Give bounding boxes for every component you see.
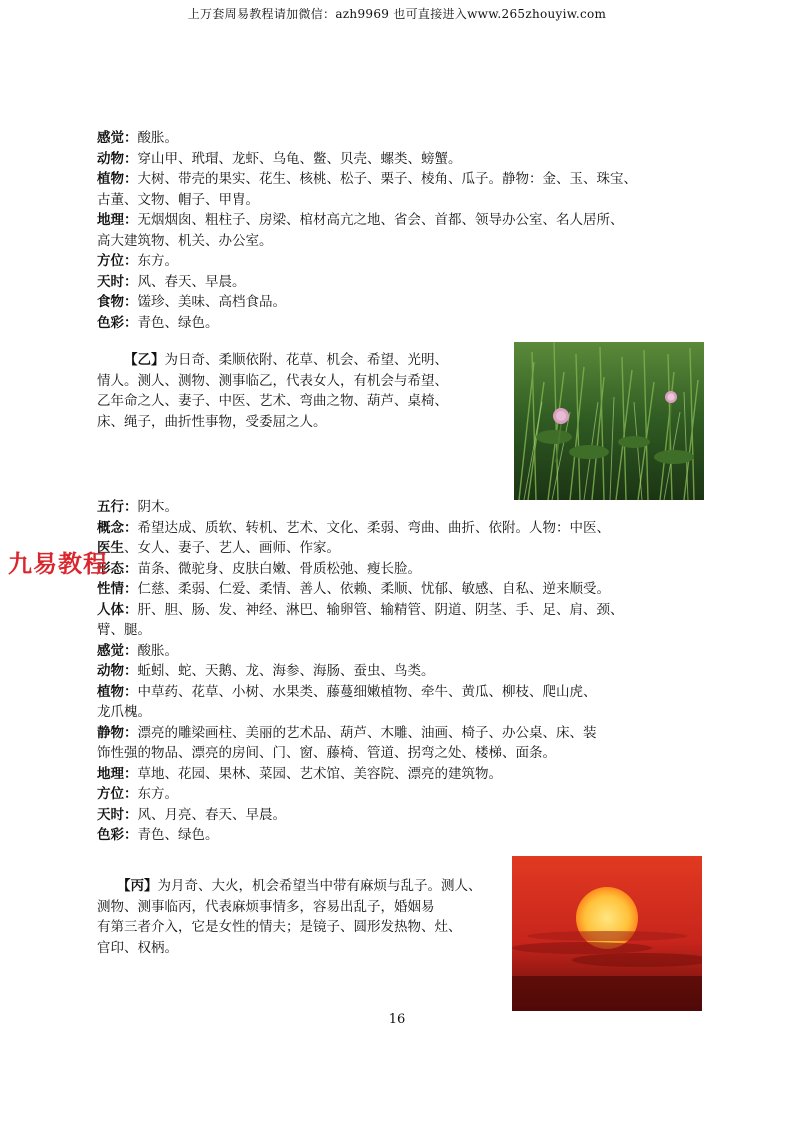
attribute-value: 馐珍、美味、高档食品。 bbox=[137, 294, 286, 310]
watermark-logo: 九易教程 bbox=[8, 550, 108, 578]
attribute-line bbox=[97, 292, 637, 313]
attribute-value: 中草药、花草、小树、水果类、藤蔓细嫩植物、牵牛、黄瓜、柳枝、爬山虎、 bbox=[137, 683, 597, 700]
attribute-line bbox=[97, 169, 637, 190]
attribute-label: 医生 bbox=[97, 540, 124, 556]
attribute-value: 无烟烟囱、粗柱子、房梁、棺材高亢之地、省会、首都、领导办公室、名人居所、 bbox=[137, 212, 624, 228]
attribute-label: 天时： bbox=[97, 806, 138, 823]
attribute-label: 方位： bbox=[97, 786, 138, 802]
attribute-value: 青色、绿色。 bbox=[137, 314, 219, 331]
attribute-line bbox=[97, 805, 624, 826]
sunset-photo bbox=[512, 856, 702, 1011]
attribute-value: 仁慈、柔弱、仁爱、柔情、善人、依赖、柔顺、忧郁、敏感、自私、逆来顺受。 bbox=[137, 581, 610, 597]
attribute-label: 地理： bbox=[97, 765, 138, 782]
attribute-line bbox=[97, 251, 637, 272]
attribute-line bbox=[97, 702, 624, 723]
attribute-line bbox=[97, 723, 624, 744]
paragraph-yi bbox=[97, 350, 512, 432]
attribute-label: 地理： bbox=[97, 212, 138, 228]
page-number: 16 bbox=[388, 1012, 406, 1027]
bing-title: 【丙】 bbox=[117, 878, 158, 894]
bing-line: 为月奇、大火，机会希望当中带有麻烦与乱子。测人、 bbox=[157, 878, 482, 894]
paragraph-bing bbox=[97, 876, 512, 958]
attribute-line bbox=[97, 190, 637, 211]
attribute-label: 动物： bbox=[97, 150, 138, 167]
attribute-value: 酸胀。 bbox=[137, 642, 178, 659]
attribute-line bbox=[97, 743, 624, 764]
attribute-value: 东方。 bbox=[137, 253, 178, 269]
attribute-value: 大树、带壳的果实、花生、核桃、松子、栗子、棱角、瓜子。静物：金、玉、珠宝、 bbox=[137, 171, 637, 187]
page-header: 上万套周易教程请加微信：azh9969 也可直接进入www.265zhouyiw.com bbox=[187, 7, 607, 21]
attribute-value: 高大建筑物、机关、办公室。 bbox=[97, 232, 273, 249]
attribute-line bbox=[97, 620, 624, 641]
attribute-line bbox=[97, 313, 637, 334]
attribute-value: 酸胀。 bbox=[137, 130, 178, 146]
attribute-line bbox=[97, 128, 637, 149]
section-yi-attributes bbox=[97, 497, 624, 846]
attribute-line bbox=[97, 272, 637, 293]
attribute-label: 形态： bbox=[97, 560, 138, 577]
attribute-line bbox=[97, 784, 624, 805]
attribute-line bbox=[97, 641, 624, 662]
attribute-value: 东方。 bbox=[137, 786, 178, 802]
attribute-label: 方位： bbox=[97, 253, 138, 269]
yi-line: 情人。测人、测物、测事临乙，代表女人，有机会与希望、 bbox=[97, 372, 448, 389]
attribute-line bbox=[97, 682, 624, 703]
attribute-label: 色彩： bbox=[97, 827, 138, 843]
attribute-label: 色彩： bbox=[97, 314, 138, 331]
attribute-value: 龙爪槐。 bbox=[97, 704, 151, 720]
attribute-line bbox=[97, 661, 624, 682]
attribute-label: 静物： bbox=[97, 724, 138, 741]
attribute-value: 漂亮的雕梁画柱、美丽的艺术品、葫芦、木雕、油画、椅子、办公桌、床、装 bbox=[137, 724, 597, 741]
yi-line: 床、绳子，曲折性事物，受委屈之人。 bbox=[97, 413, 327, 430]
attribute-line bbox=[97, 518, 624, 539]
attribute-label: 性情： bbox=[97, 581, 138, 597]
attribute-line bbox=[97, 231, 637, 252]
attribute-value: 饰性强的物品、漂亮的房间、门、窗、藤椅、管道、拐弯之处、楼梯、面条。 bbox=[97, 745, 556, 761]
attribute-line bbox=[97, 579, 624, 600]
attribute-value: 阴木。 bbox=[137, 499, 178, 515]
attribute-line bbox=[97, 764, 624, 785]
attribute-line bbox=[97, 825, 624, 846]
attribute-label: 人体： bbox=[97, 601, 138, 618]
bing-line: 测物、测事临丙，代表麻烦事情多，容易出乱子，婚姻易 bbox=[97, 898, 435, 915]
attribute-value: 古董、文物、帽子、甲胄。 bbox=[97, 191, 259, 208]
attribute-label: 植物： bbox=[97, 683, 138, 700]
attribute-label: 感觉： bbox=[97, 130, 138, 146]
bing-line: 官印、权柄。 bbox=[97, 939, 178, 956]
bing-line: 有第三者介入，它是女性的情夫；是镜子、圆形发热物、灶、 bbox=[97, 919, 462, 935]
attribute-value: 、女人、妻子、艺人、画师、作家。 bbox=[124, 540, 340, 556]
attribute-value: 青色、绿色。 bbox=[137, 827, 219, 843]
grass-clover-photo bbox=[514, 342, 704, 500]
attribute-label: 概念： bbox=[97, 519, 138, 536]
attribute-label: 天时： bbox=[97, 273, 138, 290]
attribute-line bbox=[97, 149, 637, 170]
attribute-line bbox=[97, 538, 624, 559]
yi-line: 乙年命之人、妻子、中医、艺术、弯曲之物、葫芦、桌椅、 bbox=[97, 393, 448, 409]
attribute-line bbox=[97, 497, 624, 518]
attribute-line bbox=[97, 600, 624, 621]
attribute-line bbox=[97, 559, 624, 580]
attribute-label: 感觉： bbox=[97, 642, 138, 659]
attribute-value: 风、月亮、春天、早晨。 bbox=[137, 806, 286, 823]
attribute-line bbox=[97, 210, 637, 231]
attribute-label: 五行： bbox=[97, 499, 138, 515]
attribute-value: 肝、胆、肠、发、神经、淋巴、输卵管、输精管、阴道、阴茎、手、足、肩、颈、 bbox=[137, 601, 624, 618]
attribute-label: 动物： bbox=[97, 663, 138, 679]
attribute-value: 苗条、微驼身、皮肤白嫩、骨质松弛、瘦长脸。 bbox=[137, 560, 421, 577]
attribute-value: 穿山甲、玳瑁、龙虾、乌龟、鳖、贝壳、螺类、螃蟹。 bbox=[137, 150, 462, 167]
yi-line: 为日奇、柔顺依附、花草、机会、希望、光明、 bbox=[164, 352, 448, 368]
yi-title: 【乙】 bbox=[124, 352, 165, 368]
attribute-value: 臂、腿。 bbox=[97, 622, 151, 638]
attribute-value: 蚯蚓、蛇、天鹅、龙、海参、海肠、蚕虫、鸟类。 bbox=[137, 663, 435, 679]
attribute-value: 草地、花园、果林、菜园、艺术馆、美容院、漂亮的建筑物。 bbox=[137, 765, 502, 782]
attribute-label: 食物： bbox=[97, 294, 138, 310]
attribute-value: 风、春天、早晨。 bbox=[137, 273, 246, 290]
attribute-value: 希望达成、质软、转机、艺术、文化、柔弱、弯曲、曲折、依附。人物：中医、 bbox=[137, 519, 610, 536]
section-jia-attributes bbox=[97, 128, 637, 333]
attribute-label: 植物： bbox=[97, 171, 138, 187]
